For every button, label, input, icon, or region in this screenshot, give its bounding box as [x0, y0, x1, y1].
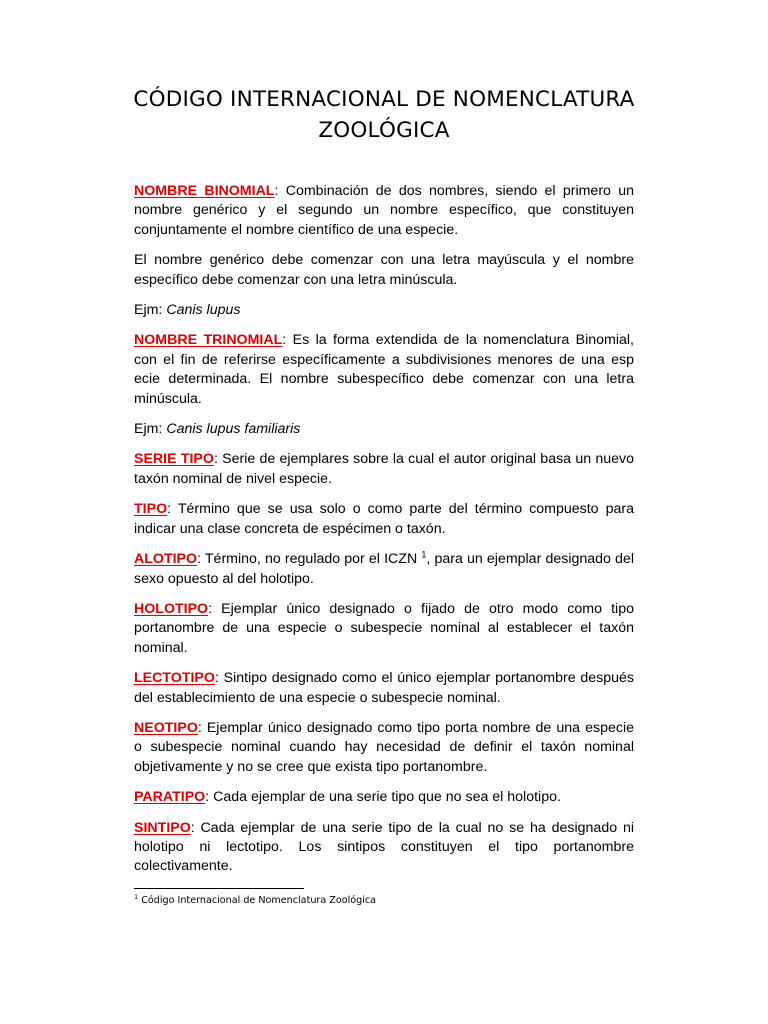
term-holotipo: HOLOTIPO	[134, 600, 209, 617]
paragraph-sintipo	[134, 819, 634, 877]
term-nombre-trinomial: NOMBRE TRINOMIAL	[134, 332, 283, 349]
example-label: Ejm:	[134, 302, 167, 319]
paragraph-alotipo	[134, 550, 634, 589]
paragraph-nombre-trinomial	[134, 331, 634, 409]
paragraph-example-1	[134, 301, 634, 320]
title-line-2: ZOOLÓGICA	[318, 118, 450, 143]
definition-tipo: : Término que se usa solo o como parte del término compuesto para indicar una clase concreta de espécimen o taxón.	[134, 501, 634, 537]
species-name: Canis lupus	[166, 302, 241, 319]
term-sintipo: SINTIPO	[134, 819, 191, 836]
paragraph-genus-rule	[134, 251, 634, 290]
definition-alotipo-end: , para un ejemplar designado del sexo opuesto al del holotipo.	[134, 551, 634, 587]
term-serie-tipo: SERIE TIPO	[134, 451, 214, 468]
genus-rule-text: El nombre genérico debe comenzar con una letra mayúscula y el nombre específico debe comenzar con una letra minúscula.	[134, 252, 634, 288]
footnote-reference: 1	[421, 549, 427, 560]
paragraph-paratipo	[134, 788, 634, 807]
definition-neotipo: : Ejemplar único designado como tipo porta nombre de una especie o subespecie nominal cuando hay necesidad de definir el taxón nominal objetivamente y no se cree que exista tipo portanombre.	[134, 719, 634, 775]
definition-alotipo-start: : Término, no regulado por el ICZN	[197, 551, 422, 568]
definition-serie-tipo: : Serie de ejemplares sobre la cual el autor original basa un nuevo taxón nominal de nivel especie.	[134, 451, 635, 487]
definition-nombre-binomial: : Combinación de dos nombres, siendo el primero un nombre genérico y el segundo un nombre específico, que constituyen conjuntamente el nombre científico de una especie.	[134, 183, 635, 238]
footnote-number: 1	[134, 892, 139, 901]
term-alotipo: ALOTIPO	[134, 551, 198, 568]
term-tipo: TIPO	[134, 501, 168, 518]
footnote-separator	[134, 888, 304, 889]
species-name: Canis lupus familiaris	[166, 421, 301, 438]
footnote	[134, 892, 377, 907]
definition-nombre-trinomial: : Es la forma extendida de la nomenclatura Binomial, con el fin de referirse específicamente a subdivisiones menores de una esp ecie determinada. El nombre subespecífico debe comenzar con una letra minúscula.	[134, 332, 634, 407]
paragraph-example-2	[134, 420, 634, 439]
definition-paratipo: : Cada ejemplar de una serie tipo que no sea el holotipo.	[205, 789, 561, 806]
example-label: Ejm:	[134, 421, 167, 438]
definition-holotipo: : Ejemplar único designado o fijado de otro modo como tipo portanombre de una especie o subespecie nominal al establecer el taxón nominal.	[134, 600, 634, 656]
paragraph-holotipo	[134, 600, 634, 658]
term-nombre-binomial: NOMBRE BINOMIAL	[134, 183, 275, 199]
document-body	[134, 182, 634, 888]
term-neotipo: NEOTIPO	[134, 719, 198, 736]
definition-lectotipo: : Sintipo designado como el único ejemplar portanombre después del establecimiento de una especie o subespecie nominal.	[134, 670, 634, 706]
paragraph-tipo	[134, 500, 634, 539]
paragraph-lectotipo	[134, 669, 634, 708]
title-line-1: CÓDIGO INTERNACIONAL DE NOMENCLATURA	[133, 87, 635, 112]
paragraph-serie-tipo	[134, 450, 634, 489]
definition-sintipo: : Cada ejemplar de una serie tipo de la cual no se ha designado ni holotipo ni lectotipo. Los sintipos constituyen el tipo portanombre colectivamente.	[134, 819, 634, 875]
term-lectotipo: LECTOTIPO	[134, 670, 215, 687]
page-title	[100, 84, 668, 146]
footnote-text: Código Internacional de Nomenclatura Zoológica	[138, 895, 377, 906]
paragraph-nombre-binomial	[134, 182, 634, 240]
paragraph-neotipo	[134, 719, 634, 777]
term-paratipo: PARATIPO	[134, 789, 206, 806]
